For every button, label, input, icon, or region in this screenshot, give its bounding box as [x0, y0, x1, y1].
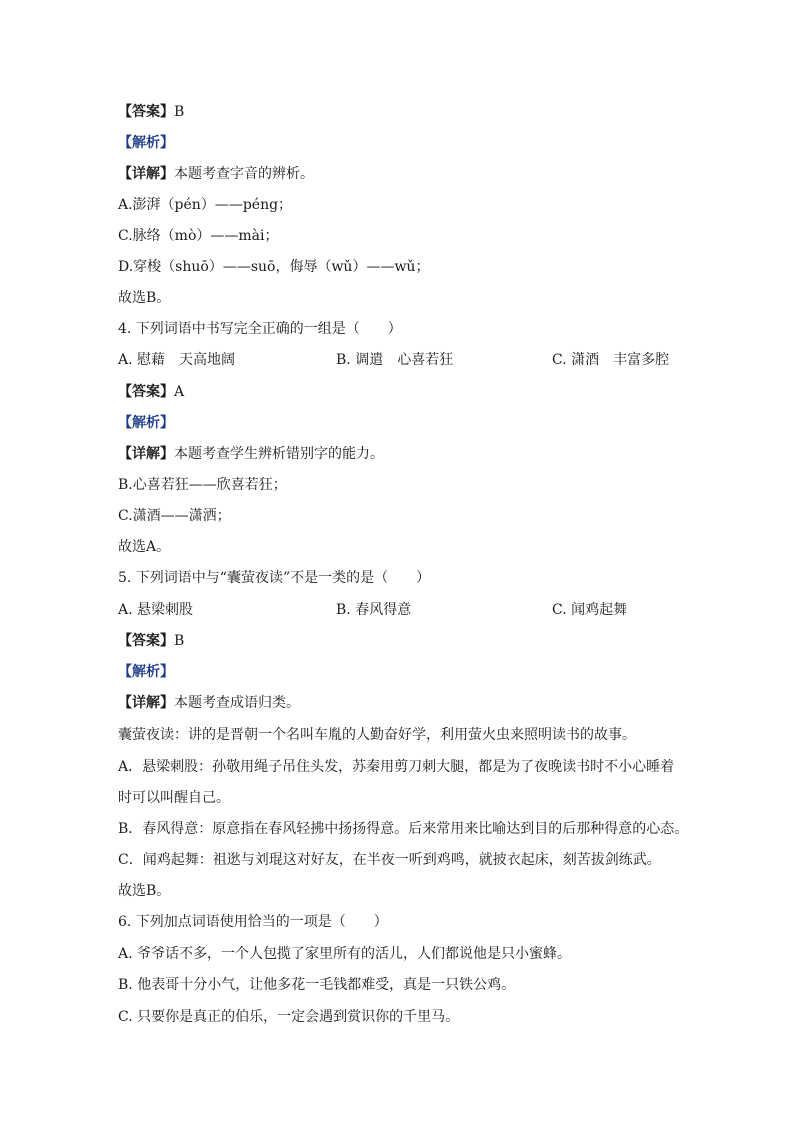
q5-explain-c: C．闻鸡起舞：祖逖与刘琨这对好友，在半夜一听到鸡鸣，就披衣起床，刻苦拔剑练武。 — [118, 852, 661, 868]
q3-detail-line — [118, 164, 314, 184]
q5-option-a: A. 悬梁刺股 — [118, 602, 194, 618]
q5-explain-a-1: A．悬梁刺股：孙敬用绳子吊住头发，苏秦用剪刀刺大腿，都是为了夜晚读书时不小心睡着 — [118, 759, 675, 775]
q3-explain-a: A.澎湃（pén）——péng； — [118, 197, 293, 213]
answer-value: B — [174, 633, 185, 649]
q3-explain-d: D.穿梭（shuō）——suō，侮辱（wǔ）——wǔ； — [118, 259, 430, 275]
detail-text: 本题考查字音的辨析。 — [174, 166, 314, 182]
answer-value: A — [174, 384, 185, 400]
answer-label: 【答案】 — [118, 384, 174, 400]
answer-value: B — [174, 104, 185, 120]
q6-option-b: B. 他表哥十分小气，让他多花一毛钱都难受，真是一只铁公鸡。 — [118, 977, 516, 993]
q5-stem: 5. 下列词语中与“囊萤夜读”不是一类的是（ ） — [118, 570, 431, 586]
q4-analysis-label: 【解析】 — [118, 415, 174, 431]
q3-conclusion: 故选B。 — [118, 290, 171, 306]
detail-text: 本题考查学生辨析错别字的能力。 — [174, 446, 384, 462]
answer-label: 【答案】 — [118, 104, 174, 120]
answer-label: 【答案】 — [118, 633, 174, 649]
q5-explain-a-2: 时可以叫醒自己。 — [118, 790, 230, 806]
q4-option-c: C. 潇酒 丰富多腔 — [552, 352, 670, 368]
q4-stem: 4. 下列词语中书写完全正确的一组是（ ） — [118, 321, 402, 337]
q6-option-a: A. 爷爷话不多，一个人包揽了家里所有的活儿，人们都说他是只小蜜蜂。 — [118, 946, 572, 962]
q4-options — [118, 350, 678, 370]
q5-explain-intro: 囊萤夜读：讲的是晋朝一个名叫车胤的人勤奋好学，利用萤火虫来照明读书的故事。 — [118, 727, 636, 743]
q4-conclusion: 故选A。 — [118, 539, 171, 555]
q4-option-b: B. 调遣 心喜若狂 — [336, 352, 454, 368]
q5-detail-line — [118, 693, 300, 713]
q6-option-c: C. 只要你是真正的伯乐，一定会遇到赏识你的千里马。 — [118, 1009, 460, 1025]
q5-analysis-label: 【解析】 — [118, 664, 174, 680]
q4-detail-line — [118, 444, 384, 464]
q5-explain-b: B．春风得意：原意指在春风轻拂中扬扬得意。后来常用来比喻达到目的后那种得意的心态。 — [118, 821, 689, 837]
detail-text: 本题考查成语归类。 — [174, 695, 300, 711]
q4-explain-c: C.潇酒——潇洒； — [118, 508, 231, 524]
q5-conclusion: 故选B。 — [118, 883, 171, 899]
q3-explain-c: C.脉络（mò）——mài； — [118, 228, 279, 244]
q4-explain-b: B.心喜若狂——欣喜若狂； — [118, 477, 287, 493]
q4-answer-line — [118, 382, 184, 402]
q5-option-b: B. 春风得意 — [336, 602, 412, 618]
q3-answer-line — [118, 102, 184, 122]
detail-label: 【详解】 — [118, 695, 174, 711]
q3-analysis-label: 【解析】 — [118, 135, 174, 151]
q6-stem: 6. 下列加点词语使用恰当的一项是（ ） — [118, 914, 388, 930]
q5-answer-line — [118, 631, 184, 651]
q5-option-c: C. 闻鸡起舞 — [552, 602, 628, 618]
detail-label: 【详解】 — [118, 166, 174, 182]
q5-options — [118, 600, 678, 620]
q4-option-a: A. 慰藉 天高地阔 — [118, 352, 236, 368]
detail-label: 【详解】 — [118, 446, 174, 462]
